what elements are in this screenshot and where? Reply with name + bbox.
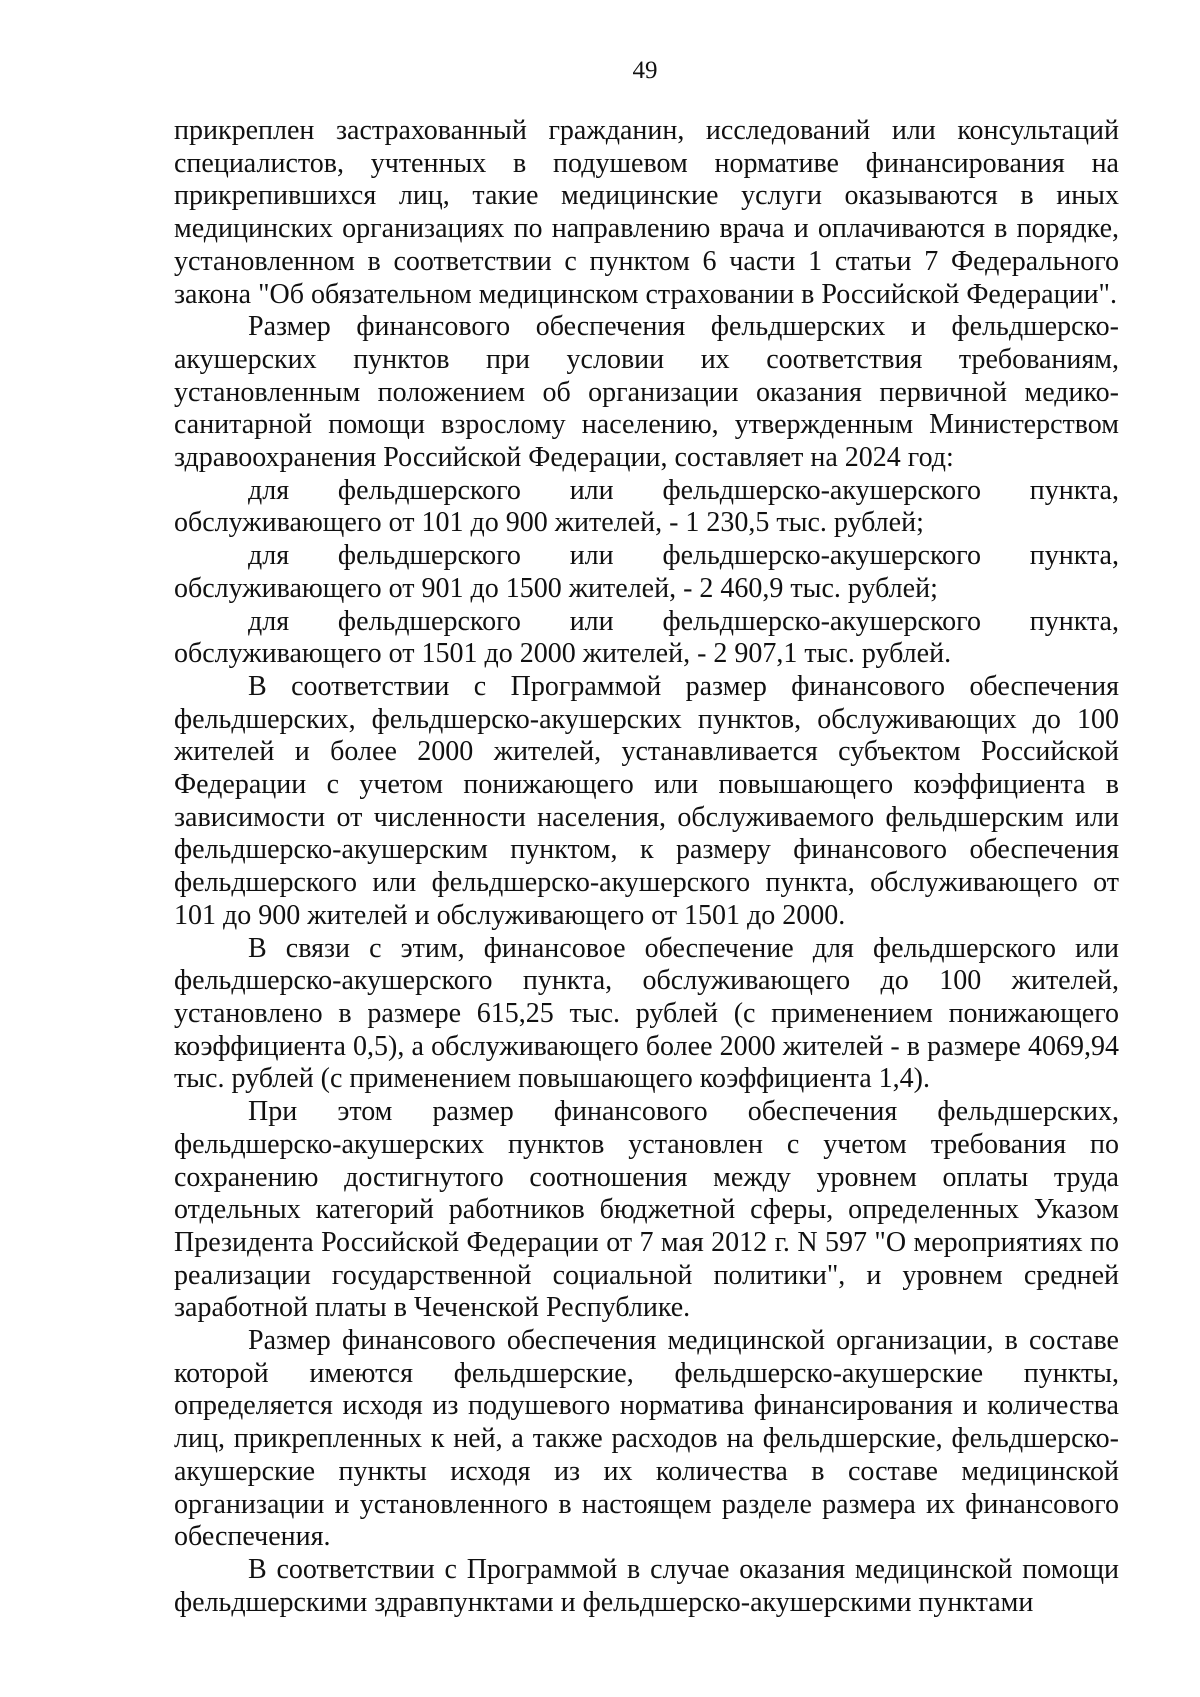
list-item-101-900: для фельдшерского или фельдшерско-акушерского пункта, обслуживающего от 101 до 900 жителей, - 1 230,5 тыс. рублей; <box>174 474 1119 539</box>
list-item-1501-2000: для фельдшерского или фельдшерско-акушерского пункта, обслуживающего от 1501 до 2000 жителей, - 2 907,1 тыс. рублей. <box>174 605 1119 670</box>
list-item-901-1500: для фельдшерского или фельдшерско-акушерского пункта, обслуживающего от 901 до 1500 жителей, - 2 460,9 тыс. рублей; <box>174 540 1119 604</box>
paragraph-fap-funding-size: Размер финансового обеспечения фельдшерских и фельдшерско-акушерских пунктов при условии их соответствия требованиям, установленным положением об организации оказания первичной медико-санитарной помощи взрослому населению, утвержденным Министерством здравоохранения Российской Федерации, составляет на 2024 год: <box>174 311 1119 474</box>
document-body <box>174 115 1119 1619</box>
paragraph-established-amounts: В связи с этим, финансовое обеспечение для фельдшерского или фельдшерско-акушерского пункта, обслуживающего до 100 жителей, установлено в размере 615,25 тыс. рублей (с применением понижающего коэффициента 0,5), а обслуживающего более 2000 жителей - в размере 4069,94 тыс. рублей (с применением повышающего коэффициента 1,4). <box>174 932 1119 1095</box>
paragraph-program-case: В соответствии с Программой в случае оказания медицинской помощи фельдшерскими здравпунктами и фельдшерско-акушерскими пунктами <box>174 1553 1119 1618</box>
paragraph-continuation: прикреплен застрахованный гражданин, исследований или консультаций специалистов, учтенных в подушевом нормативе финансирования на прикрепившихся лиц, такие медицинские услуги оказываются в иных медицинских организациях по направлению врача и оплачиваются в порядке, установленном в соответствии с пунктом 6 части 1 статьи 7 Федерального закона "Об обязательном медицинском страховании в Российской Федерации". <box>174 115 1119 310</box>
page-number: 49 <box>632 57 658 84</box>
paragraph-salary-ratio: При этом размер финансового обеспечения фельдшерских, фельдшерско-акушерских пунктов установлен с учетом требования по сохранению достигнутого соотношения между уровнем оплаты труда отдельных категорий работников бюджетной сферы, определенных Указом Президента Российской Федерации от 7 мая 2012 г. N 597 "О мероприятиях по реализации государственной социальной политики", и уровнем средней заработной платы в Чеченской Республике. <box>174 1096 1119 1324</box>
paragraph-medical-organization-funding: Размер финансового обеспечения медицинской организации, в составе которой имеются фельдшерские, фельдшерско-акушерские пункты, определяется исходя из подушевого норматива финансирования и количества лиц, прикрепленных к ней, а также расходов на фельдшерские, фельдшерско-акушерские пункты исходя из их количества в составе медицинской организации и установленного в настоящем разделе размера их финансового обеспечения. <box>174 1325 1119 1553</box>
paragraph-program-coefficients: В соответствии с Программой размер финансового обеспечения фельдшерских, фельдшерско-акушерских пунктов, обслуживающих до 100 жителей и более 2000 жителей, устанавливается субъектом Российской Федерации с учетом понижающего или повышающего коэффициента в зависимости от численности населения, обслуживаемого фельдшерским или фельдшерско-акушерским пунктом, к размеру финансового обеспечения фельдшерского или фельдшерско-акушерского пункта, обслуживающего от 101 до 900 жителей и обслуживающего от 1501 до 2000. <box>174 670 1119 931</box>
